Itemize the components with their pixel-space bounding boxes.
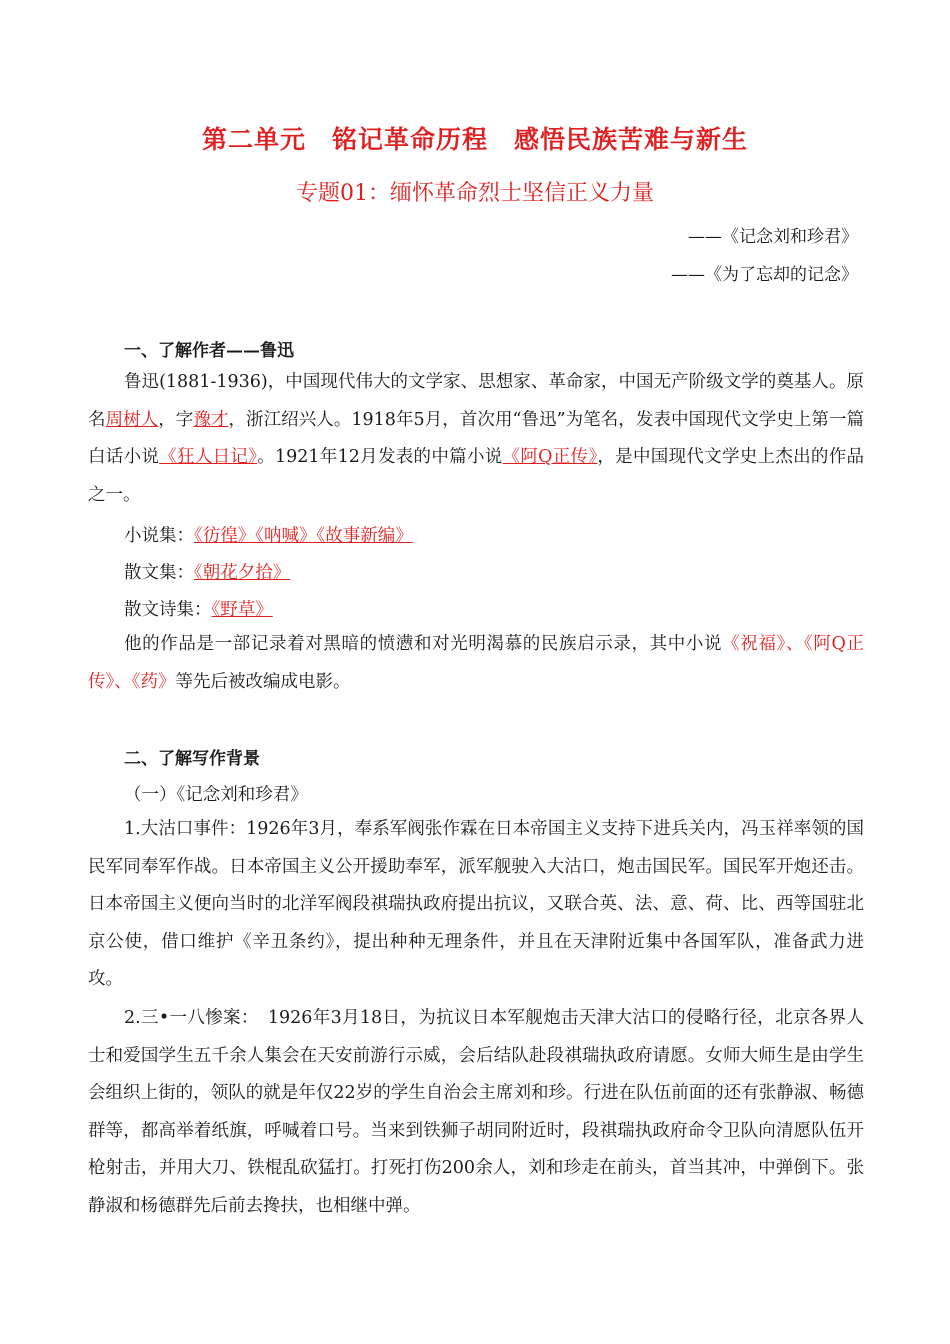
text: 他的作品是一部记录着对黑暗的愤懑和对光明渴慕的民族启示录，其中小说 xyxy=(124,634,723,654)
topic-subtitle: 专题01：缅怀革命烈士坚信正义力量 xyxy=(296,181,654,206)
novel-list: 《彷徨》《呐喊》《故事新编》 xyxy=(194,526,413,546)
text: ，浙江绍兴人。1918年5月，首次用“鲁迅”为笔名，发表中国现代文学史上第一篇白话小说 xyxy=(88,409,865,468)
courtesy-name: 豫才 xyxy=(193,409,229,430)
novel-collections xyxy=(124,522,413,547)
essay-list: 《朝花夕拾》 xyxy=(194,563,291,583)
text: 等先后被改编成电影。 xyxy=(175,671,351,692)
adapted-works: 《祝福》、《阿Q正传》、《药》 xyxy=(88,634,864,692)
reference-text-1: ——《记念刘和珍君》 xyxy=(688,227,858,247)
label: 小说集： xyxy=(124,526,194,546)
author-paragraph xyxy=(88,364,864,514)
prose-poem-collections xyxy=(124,596,273,621)
text: ，是中国现代文学史上杰出的作品之一。 xyxy=(88,447,864,505)
label: 散文诗集： xyxy=(124,600,212,620)
text: 。1921年12月发表的中篇小说 xyxy=(257,447,503,468)
section-heading-background: 二、了解写作背景 xyxy=(124,749,260,769)
essay-collections xyxy=(124,559,290,584)
text: ，字 xyxy=(158,409,194,430)
original-name: 周树人 xyxy=(105,409,159,430)
reference-text-2: ——《为了忘却的记念》 xyxy=(671,265,858,285)
section-heading-author: 一、了解作者——鲁迅 xyxy=(124,341,294,361)
label: 散文集： xyxy=(124,563,194,583)
march18-paragraph: 2.三•一八惨案： 1926年3月18日，为抗议日本军舰炮击天津大沽口的侵略行径，北京各界人士和爱国学生五千余人集会在天安前游行示威，会后结队赴段祺瑞执政府请愿。女师大师生是由学生会组织上街的，领队的就是年仅22岁的学生自治会主席刘和珍。行进在队伍前面的还有张静淑、畅德群等，都高举着纸旗，呼喊着口号。当来到铁狮子胡同附近时，段祺瑞执政府命令卫队向清愿队伍开枪射击，并用大刀、铁棍乱砍猛打。打死打伤200余人，刘和珍走在前头，首当其冲，中弹倒下。张静淑和杨德群先后前去搀扶，也相继中弹。 xyxy=(88,1008,864,1216)
text: 鲁迅(1881-1936)，中国现代伟大的文学家、思想家、革命家，中国无产阶级文学的奠基人。原名 xyxy=(88,372,864,430)
work-title: 《阿Q正传》 xyxy=(502,447,598,468)
dagukou-paragraph: 1.大沽口事件：1926年3月，奉系军阀张作霖在日本帝国主义支持下进兵关内，冯玉祥率领的国民军同奉军作战。日本帝国主义公开援助奉军，派军舰驶入大沽口，炮击国民军。国民军开炮还击。日本帝国主义便向当时的北洋军阀段祺瑞执政府提出抗议，又联合英、法、意、荷、比、西等国驻北京公使，借口维护《辛丑条约》，提出种种无理条件，并且在天津附近集中各国军队，准备武力进攻。 xyxy=(88,819,864,990)
work-title: 《狂人日记》 xyxy=(159,447,258,468)
works-paragraph xyxy=(88,626,864,701)
subsection-title: （一）《记念刘和珍君》 xyxy=(124,785,308,805)
unit-title: 第二单元 铭记革命历程 感悟民族苦难与新生 xyxy=(201,125,748,154)
prose-poem-list: 《野草》 xyxy=(211,600,273,620)
